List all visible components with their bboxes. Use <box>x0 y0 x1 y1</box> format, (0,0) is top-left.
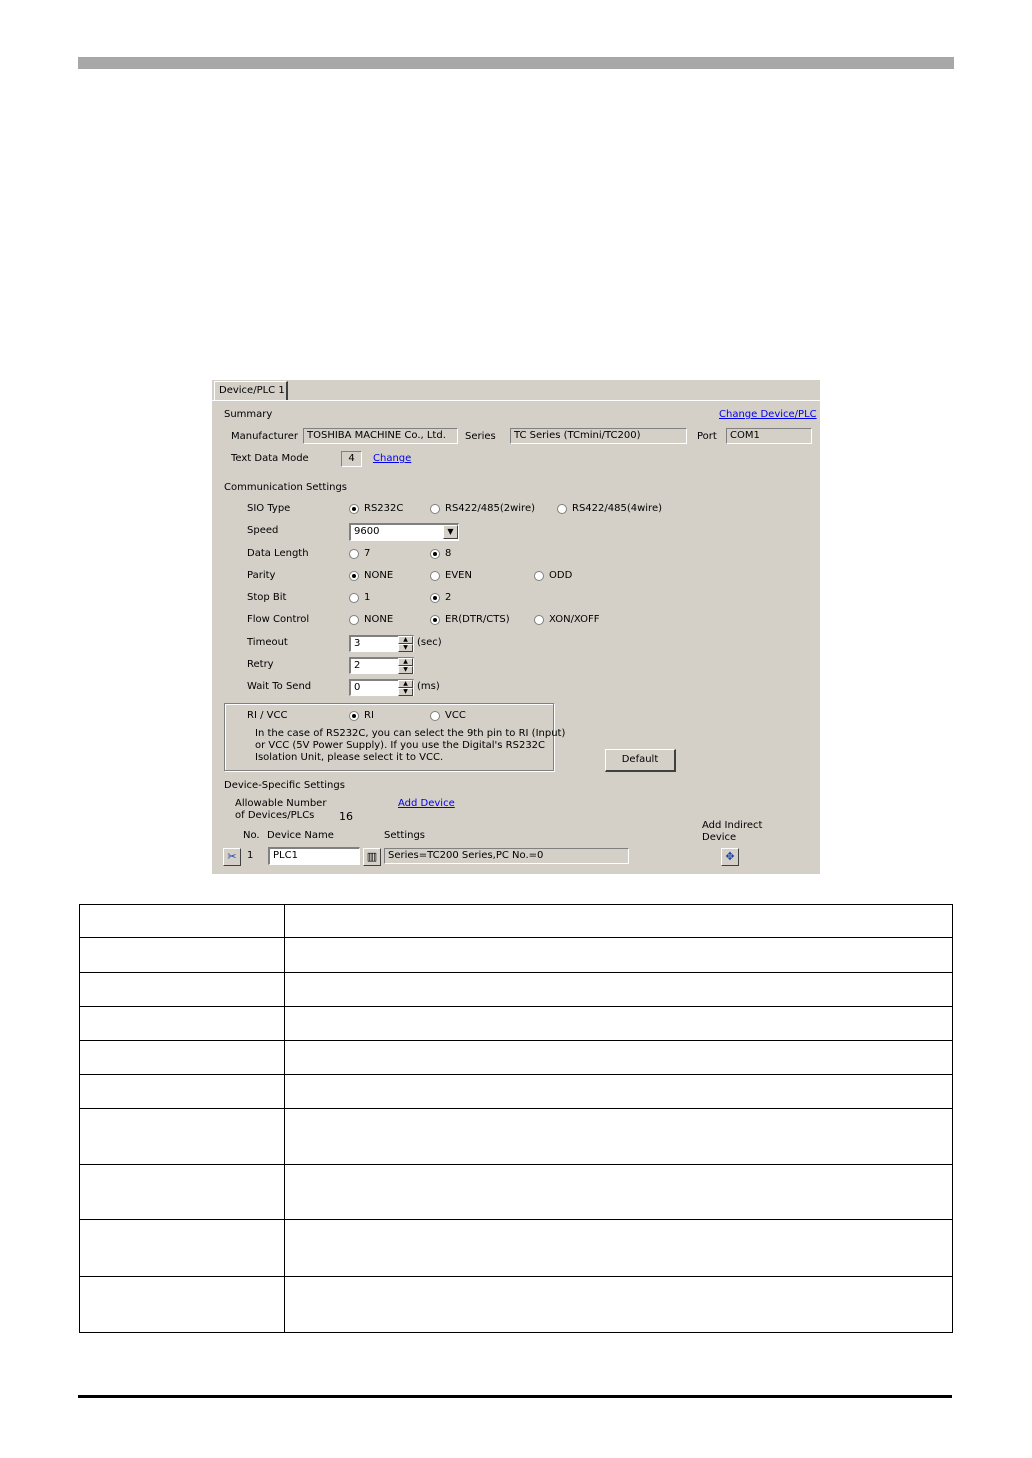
series-field: TC Series (TCmini/TC200) <box>510 428 687 444</box>
column-device-name: Device Name <box>267 830 334 841</box>
speed-select[interactable]: 9600 <box>349 523 459 541</box>
timeout-input[interactable]: 3 <box>349 635 414 652</box>
table-row <box>80 1075 953 1109</box>
port-label: Port <box>697 431 717 442</box>
text-data-mode-field: 4 <box>341 451 362 467</box>
data-length-8-radio[interactable] <box>430 549 440 559</box>
sio-rs422-2wire-label: RS422/485(2wire) <box>445 503 536 514</box>
sio-rs232c-label: RS232C <box>364 503 404 514</box>
flow-none-radio[interactable] <box>349 615 359 625</box>
parity-even-radio[interactable] <box>430 571 440 581</box>
allowable-number-value: 16 <box>339 810 353 823</box>
table-cell <box>285 1109 953 1165</box>
settings-description-table <box>79 904 953 1333</box>
data-length-7-radio[interactable] <box>349 549 359 559</box>
add-indirect-label-2: Device <box>702 832 737 843</box>
ri-label: RI <box>364 710 374 721</box>
data-length-8-label: 8 <box>445 548 452 559</box>
dialog-panel <box>212 400 820 874</box>
data-length-7-label: 7 <box>364 548 371 559</box>
ri-vcc-note-3: Isolation Unit, please select it to VCC. <box>255 752 444 763</box>
table-row <box>80 1041 953 1075</box>
timeout-spinner[interactable]: ▲ ▼ <box>398 636 413 652</box>
sio-rs422-4wire-radio[interactable] <box>557 504 567 514</box>
scissors-icon[interactable]: ✂ <box>223 848 241 866</box>
table-cell <box>285 905 953 938</box>
parity-odd-radio[interactable] <box>534 571 544 581</box>
table-cell <box>285 1220 953 1277</box>
device-specific-heading: Device-Specific Settings <box>224 780 345 791</box>
stop-bit-1-label: 1 <box>364 592 371 603</box>
device-settings-field: Series=TC200 Series,PC No.=0 <box>384 848 629 864</box>
data-length-label: Data Length <box>247 548 309 559</box>
text-data-mode-label: Text Data Mode <box>231 453 309 464</box>
sio-rs422-4wire-label: RS422/485(4wire) <box>572 503 663 514</box>
wait-to-send-spinner[interactable]: ▲ ▼ <box>398 680 413 696</box>
add-indirect-label-1: Add Indirect <box>702 820 763 831</box>
wait-to-send-input[interactable]: 0 <box>349 679 414 696</box>
table-row <box>80 1007 953 1041</box>
table-cell <box>80 1277 285 1333</box>
flow-none-label: NONE <box>364 614 394 625</box>
wait-to-send-unit: (ms) <box>417 681 440 692</box>
table-cell <box>285 973 953 1007</box>
allowable-number-label: Allowable Number <box>235 798 327 809</box>
table-cell <box>285 1041 953 1075</box>
table-cell <box>80 1041 285 1075</box>
wait-to-send-label: Wait To Send <box>247 681 312 692</box>
table-row <box>80 1277 953 1333</box>
ri-vcc-group <box>224 703 566 771</box>
column-no: No. <box>243 830 260 841</box>
table-cell <box>80 1075 285 1109</box>
table-row <box>80 938 953 973</box>
device-row-no: 1 <box>247 850 254 861</box>
timeout-unit: (sec) <box>417 637 442 648</box>
flow-er-radio[interactable] <box>430 615 440 625</box>
table-cell <box>80 905 285 938</box>
stop-bit-2-radio[interactable] <box>430 593 440 603</box>
flow-xon-radio[interactable] <box>534 615 544 625</box>
add-device-link[interactable]: Add Device <box>398 798 455 809</box>
add-indirect-icon[interactable]: ✥ <box>721 848 739 866</box>
retry-input[interactable]: 2 <box>349 657 414 674</box>
tab-device-plc-1[interactable]: Device/PLC 1 <box>214 381 288 400</box>
sio-type-label: SIO Type <box>247 503 291 514</box>
stop-bit-1-radio[interactable] <box>349 593 359 603</box>
ri-vcc-note-1: In the case of RS232C, you can select the 9th pin to RI (Input) <box>255 728 566 739</box>
flow-er-label: ER(DTR/CTS) <box>445 614 510 625</box>
parity-none-label: NONE <box>364 570 394 581</box>
communication-settings-heading: Communication Settings <box>224 482 348 493</box>
timeout-label: Timeout <box>247 637 288 648</box>
top-header-bar <box>78 57 954 69</box>
sio-rs422-2wire-radio[interactable] <box>430 504 440 514</box>
parity-odd-label: ODD <box>549 570 573 581</box>
manufacturer-label: Manufacturer <box>231 431 298 442</box>
tab-strip <box>212 380 820 400</box>
vcc-label: VCC <box>445 710 466 721</box>
default-button[interactable]: Default <box>605 749 676 772</box>
flow-control-label: Flow Control <box>247 614 310 625</box>
manufacturer-field: TOSHIBA MACHINE Co., Ltd. <box>303 428 458 444</box>
table-cell <box>285 1075 953 1109</box>
table-row <box>80 973 953 1007</box>
allowable-devices-label: of Devices/PLCs <box>235 810 315 821</box>
ri-vcc-label: RI / VCC <box>247 710 288 721</box>
speed-label: Speed <box>247 525 279 536</box>
chevron-down-icon[interactable]: ▼ <box>443 525 458 539</box>
table-cell <box>285 1277 953 1333</box>
retry-label: Retry <box>247 659 274 670</box>
table-cell <box>80 1109 285 1165</box>
change-text-mode-link[interactable]: Change <box>373 453 412 464</box>
sio-rs232c-radio[interactable] <box>349 504 359 514</box>
table-row <box>80 1220 953 1277</box>
device-name-input[interactable]: PLC1 <box>268 847 360 865</box>
parity-even-label: EVEN <box>445 570 472 581</box>
change-device-link[interactable]: Change Device/PLC <box>719 409 817 420</box>
vcc-radio[interactable] <box>430 711 440 721</box>
table-cell <box>80 1165 285 1220</box>
device-settings-dialog <box>212 380 820 874</box>
table-cell <box>80 1220 285 1277</box>
ri-vcc-note-2: or VCC (5V Power Supply). If you use the Digital's RS232C <box>255 740 546 751</box>
ri-radio[interactable] <box>349 711 359 721</box>
footer-line <box>78 1395 952 1398</box>
settings-icon[interactable]: ▥ <box>363 848 381 866</box>
flow-xon-label: XON/XOFF <box>549 614 600 625</box>
table-cell <box>80 938 285 973</box>
table-cell <box>285 1007 953 1041</box>
stop-bit-label: Stop Bit <box>247 592 287 603</box>
table-cell <box>285 1165 953 1220</box>
port-field: COM1 <box>726 428 812 444</box>
parity-none-radio[interactable] <box>349 571 359 581</box>
table-row <box>80 905 953 938</box>
column-settings: Settings <box>384 830 426 841</box>
table-cell <box>285 938 953 973</box>
table-row <box>80 1165 953 1220</box>
table-cell <box>80 1007 285 1041</box>
summary-heading: Summary <box>224 409 273 420</box>
table-row <box>80 1109 953 1165</box>
stop-bit-2-label: 2 <box>445 592 452 603</box>
series-label: Series <box>465 431 496 442</box>
retry-spinner[interactable]: ▲ ▼ <box>398 658 413 674</box>
table-cell <box>80 973 285 1007</box>
parity-label: Parity <box>247 570 276 581</box>
